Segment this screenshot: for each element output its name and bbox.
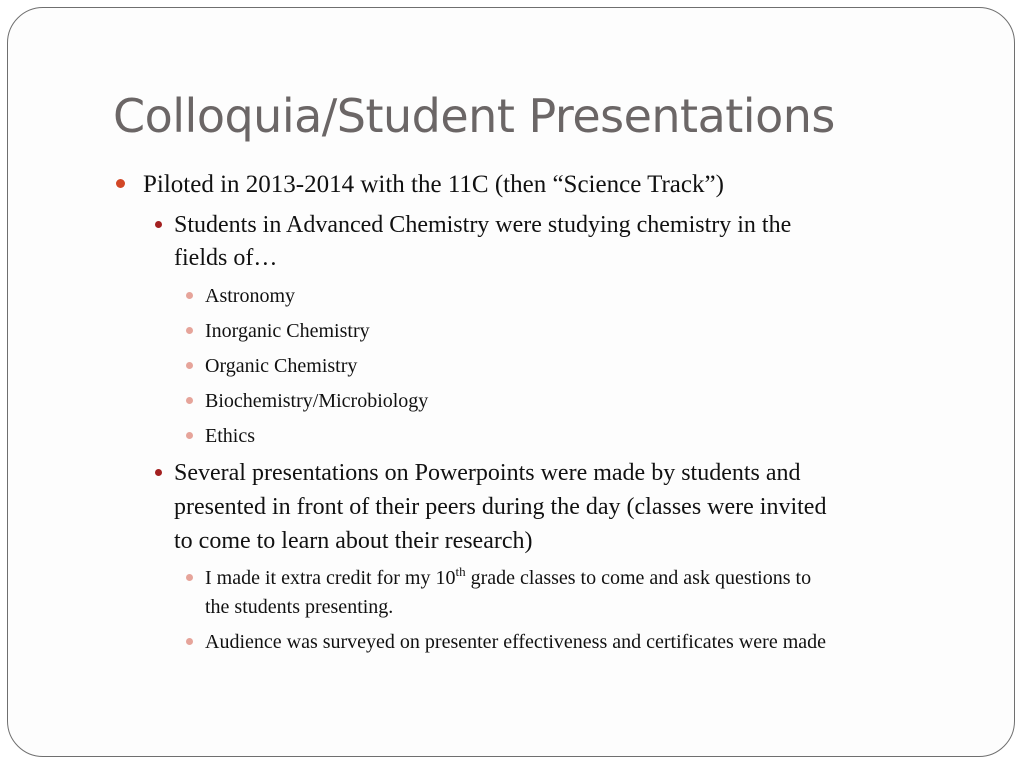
- bullet-extra-credit-line2: the students presenting.: [205, 596, 394, 618]
- bullet-level1-icon: [116, 179, 125, 188]
- bullet-level2-icon: [155, 469, 162, 476]
- ordinal-suffix: th: [455, 564, 466, 579]
- field-astronomy: Astronomy: [205, 285, 295, 307]
- bullet-students-line2: fields of…: [174, 245, 278, 271]
- slide-title: Colloquia/Student Presentations: [113, 89, 835, 143]
- bullet-level3-icon: [186, 327, 193, 334]
- bullet-level2-icon: [155, 221, 162, 228]
- extra-credit-text-post: grade classes to come and ask questions to: [465, 567, 812, 589]
- field-ethics: Ethics: [205, 425, 255, 447]
- field-biochemistry: Biochemistry/Microbiology: [205, 390, 429, 412]
- bullet-presentations-line3: to come to learn about their research): [174, 528, 533, 554]
- bullet-level3-icon: [186, 292, 193, 299]
- bullet-level3-icon: [186, 397, 193, 404]
- bullet-level3-icon: [186, 362, 193, 369]
- bullet-presentations-line2: presented in front of their peers during the day (classes were invited: [174, 494, 827, 520]
- field-organic-chemistry: Organic Chemistry: [205, 355, 358, 377]
- bullet-students-line1: Students in Advanced Chemistry were studying chemistry in the: [174, 212, 792, 238]
- extra-credit-text-pre: I made it extra credit for my 10: [205, 567, 456, 589]
- bullet-extra-credit-line1: [205, 564, 811, 593]
- bullet-piloted: Piloted in 2013-2014 with the 11C (then “Science Track”): [143, 171, 724, 198]
- bullet-presentations-line1: Several presentations on Powerpoints were made by students and: [174, 460, 801, 486]
- bullet-survey: Audience was surveyed on presenter effectiveness and certificates were made: [205, 631, 827, 653]
- bullet-level3-icon: [186, 432, 193, 439]
- field-inorganic-chemistry: Inorganic Chemistry: [205, 320, 370, 342]
- bullet-level3-icon: [186, 638, 193, 645]
- bullet-level3-icon: [186, 574, 193, 581]
